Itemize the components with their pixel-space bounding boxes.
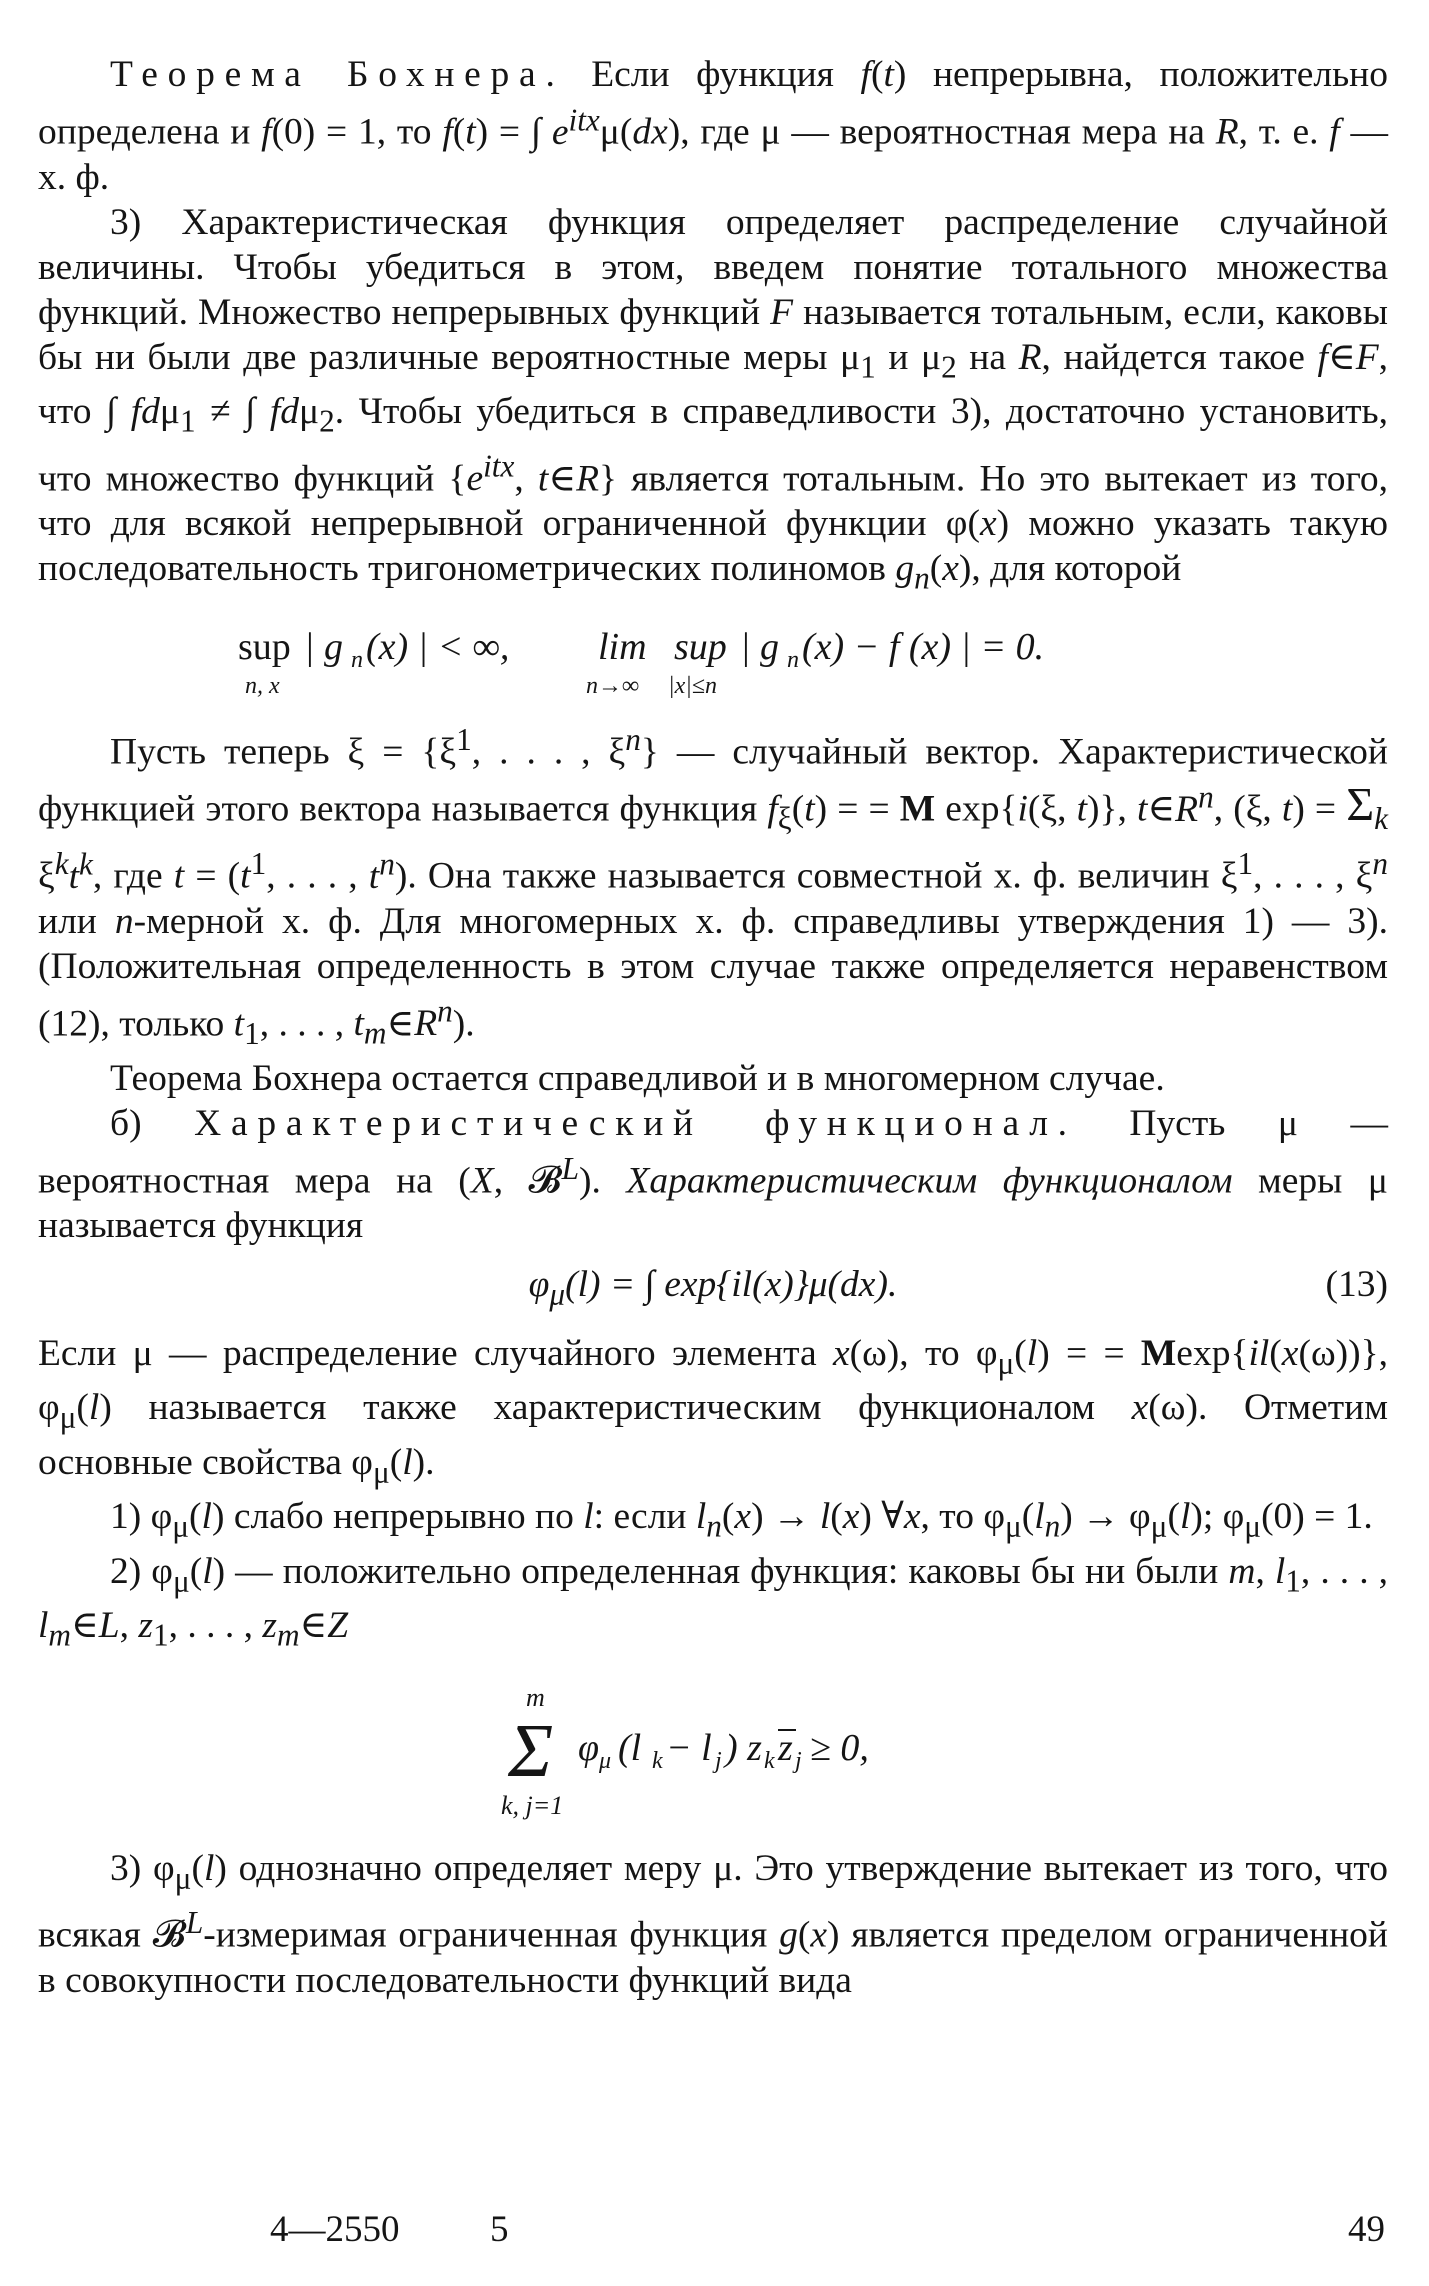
random-element-paragraph: Если μ — распределение случайного элемента x(ω), то $\varphi_\mu(l)$ = = Mexp{il(x(ω))}, $\varphi_\mu(l)$ называется также характеристическим функционалом x(ω). Отметим основные свойства $\varphi_\mu(l)$. — [38, 1332, 1388, 1489]
svg-text:μ: μ — [599, 1747, 612, 1774]
svg-text:Σ: Σ — [508, 1708, 554, 1793]
svg-text:sup: sup — [238, 625, 291, 668]
svg-text:− l: − l — [666, 1726, 712, 1769]
svg-text:(x) − f (x) | = 0.: (x) − f (x) | = 0. — [802, 625, 1045, 668]
svg-text:lim: lim — [598, 625, 647, 668]
svg-text:z: z — [778, 1726, 793, 1769]
svg-text:≥ 0,: ≥ 0, — [810, 1726, 869, 1769]
formula-13-number: (13) — [1325, 1264, 1388, 1305]
svg-text:|x|≤n: |x|≤n — [668, 672, 718, 699]
svg-text:k: k — [764, 1747, 775, 1774]
random-vector-paragraph: Пусть теперь $\xi = \{\xi^1$, . . . , $\xi^n$} — случайный вектор. Характеристической функцией этого вектора называется функция $f_\xi(t)$ = = M exp{i(ξ, t)}, $t\in R^n$, (ξ, $t) = \Sigma_k$ $\xi^kt^k$, где $t = (t^1$, . . . , $t^n$). Она также называется совместной х. ф. величин $\xi^1$, . . . , $\xi^n$ или n-мерной х. ф. Для многомерных х. ф. справедливы утверждения 1) — 3). (Положительная определенность в этом случае также определяется неравенством (12), только $t_1$, . . . , $t_m\in R^n$). — [38, 721, 1389, 1051]
bochner-multidim-paragraph: Теорема Бохнера остается справедливой и в многомерном случае. — [110, 1057, 1165, 1099]
total-set-paragraph: 3) Характеристическая функция определяет распределение случайной величины. Чтобы убедиться в этом, введем понятие тотального множества функций. Множество непрерывных функций F называется тотальным, если, каковы бы ни были две различные вероятностные меры $\mu_1$ и $\mu_2$ на R, найдется такое f∈F, что ∫ fdμ$_1$ ≠ ∫ fdμ$_2$. Чтобы убедиться в справедливости 3), достаточно установить, что множество функций {$e^{itx}$, t∈R} является тотальным. Но это вытекает из того, что для всякой непрерывной ограниченной функции φ(x) можно указать такую последовательность тригонометрических полиномов $g_n(x)$, для которой — [38, 201, 1389, 596]
formula-13 — [38, 1262, 1388, 1317]
svg-text:k: k — [652, 1747, 663, 1774]
svg-text:sup: sup — [674, 625, 727, 668]
formula-13-body: $\varphi_\mu(l)$ = ∫ exp{il(x)}μ(dx). — [528, 1264, 898, 1312]
property-1-paragraph: 1) $\varphi_\mu(l)$ слабо непрерывно по l: если $l_n(x) \to l(x)$ ∀x, то $\varphi_\mu(l_n) \to \varphi_\mu(l)$; $\varphi_\mu(0) = 1$. — [110, 1496, 1373, 1544]
formula-lim — [38, 615, 1388, 703]
svg-text:φ: φ — [578, 1726, 600, 1769]
svg-text:k, j=1: k, j=1 — [501, 1790, 564, 1820]
svg-text:| g: | g — [740, 625, 779, 668]
svg-text:n→∞: n→∞ — [586, 672, 640, 699]
page-footer — [0, 2208, 1429, 2258]
bochner-theorem-paragraph: Теорема Бохнера. Если функция f(t) непрерывна, положительно определена и f(0) = 1, то f(t) = ∫ $e^{itx}\mu(dx)$, где μ — вероятностная мера на R, т. е. f — х. ф. — [38, 54, 1388, 198]
svg-text:n, x: n, x — [245, 672, 280, 699]
svg-text:(x) | < ∞,: (x) | < ∞, — [366, 625, 510, 668]
property-2-paragraph: 2) $\varphi_\mu(l)$ — положительно определенная функция: каковы бы ни были m, $l_1$, . . . , $l_m\in L$, $z_1$, . . . , $z_m\in Z$ — [38, 1550, 1389, 1653]
svg-text:j: j — [715, 1747, 722, 1774]
svg-text:m: m — [526, 1682, 545, 1712]
svg-text:(l: (l — [618, 1726, 642, 1769]
page-body — [38, 52, 1388, 2003]
formula-positive-definite — [38, 1672, 1388, 1832]
svg-text:| g: | g — [304, 625, 343, 668]
sheet-number: 5 — [490, 2209, 509, 2250]
printer-signature: 4—2550 — [270, 2209, 400, 2250]
svg-text:n: n — [351, 646, 363, 673]
page-number: 49 — [1348, 2209, 1385, 2250]
svg-text:n: n — [787, 646, 799, 673]
property-3-paragraph: 3) $\varphi_\mu(l)$ однозначно определяет меру μ. Это утверждение вытекает из того, что всякая 𝓑$^L$-измеримая ограниченная функция g(x) является пределом ограниченной в совокупности последовательности функций вида — [38, 1847, 1389, 2001]
svg-text:) z: ) z — [725, 1726, 762, 1769]
char-functional-definition-paragraph: б) Характеристический функционал. Пусть μ — вероятностная мера на (X, 𝓑$^L$). Характеристическим функционалом меры μ называется функция — [38, 1102, 1388, 1246]
svg-text:j: j — [795, 1747, 802, 1774]
